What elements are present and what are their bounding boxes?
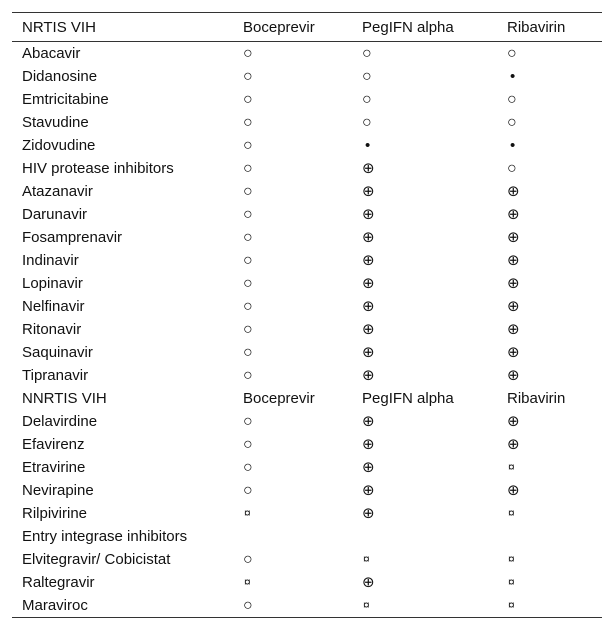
drug-name-cell: Rilpivirine [22,505,88,522]
table-row [12,341,602,364]
interaction-cell: ¤ [497,594,602,618]
drug-name-cell: Zidovudine [22,137,96,154]
interaction-cell: ○ [243,206,253,223]
interaction-cell: ⊕ [507,413,520,430]
drug-name-cell: Entry integrase inhibitors [22,528,188,545]
interaction-cell: ○ [507,160,517,177]
drug-name-cell: Tipranavir [22,367,89,384]
interaction-cell: ○ [507,114,517,131]
interaction-cell: ⊕ [362,413,375,430]
table-row [12,364,602,387]
interaction-cell: ○ [362,91,372,108]
table-row [12,111,602,134]
interaction-cell: ⊕ [507,252,520,269]
interaction-cell: ⊕ [362,275,375,292]
interaction-cell: ○ [243,367,253,384]
interaction-cell: ¤ [508,575,515,589]
table-row [12,157,602,180]
header-pegifn: PegIFN alpha [352,13,497,42]
drug-name-cell: Elvitegravir/ Cobicistat [22,551,171,568]
drug-name-cell: Emtricitabine [22,91,109,108]
drug-name-cell: Indinavir [22,252,79,269]
drug-name-cell: Stavudine [22,114,89,131]
table-row [12,318,602,341]
interaction-cell: ○ [243,137,253,154]
interaction-cell: ○ [362,68,372,85]
interaction-cell: ○ [243,68,253,85]
interaction-cell: ○ [243,298,253,315]
drug-name-cell: Delavirdine [22,413,98,430]
interaction-cell: ○ [243,321,253,338]
interaction-cell: ○ [362,45,372,62]
interaction-cell: ⊕ [362,574,375,591]
interaction-cell: ⊕ [362,183,375,200]
table-row [12,433,602,456]
table-row [12,134,602,157]
drug-name-cell: Efavirenz [22,436,85,453]
interaction-cell: ○ [243,45,253,62]
interaction-cell: • [365,137,371,154]
table-row [12,88,602,111]
drug-name-cell: HIV protease inhibitors [22,160,174,177]
interaction-cell: ¤ [244,506,251,520]
interaction-cell: ⊕ [507,206,520,223]
interaction-cell: ⊕ [507,298,520,315]
interaction-cell: ⊕ [507,183,520,200]
interaction-cell: ⊕ [362,367,375,384]
interaction-cell: Boceprevir [243,390,315,407]
table-row [12,180,602,203]
interaction-cell: ⊕ [507,229,520,246]
header-ribavirin: Ribavirin [497,13,602,42]
interaction-cell: ○ [243,551,253,568]
interaction-table-container [12,12,602,618]
interaction-cell: ○ [507,45,517,62]
interaction-cell: ¤ [244,575,251,589]
interaction-cell: PegIFN alpha [362,390,454,407]
interaction-cell: ○ [362,114,372,131]
interaction-cell: ⊕ [507,367,520,384]
header-boceprevir: Boceprevir [233,13,352,42]
interaction-cell: ○ [243,160,253,177]
drug-name-cell: Etravirine [22,459,86,476]
table-row [12,226,602,249]
table-row [12,42,602,66]
interaction-cell: Ribavirin [507,390,566,407]
table-row [12,571,602,594]
interaction-cell: ¤ [508,552,515,566]
drug-name-cell: Nelfinavir [22,298,85,315]
interaction-cell: • [510,137,516,154]
header-nrtis: NRTIS VIH [12,13,233,42]
table-row [12,203,602,226]
interaction-cell: ⊕ [362,160,375,177]
drug-name-cell: Ritonavir [22,321,82,338]
interaction-cell [233,525,352,548]
interaction-cell: ⊕ [507,321,520,338]
interaction-cell: ○ [243,252,253,269]
table-row [12,479,602,502]
interaction-cell: ○ [243,413,253,430]
interaction-cell: ¤ [508,460,515,474]
interaction-cell: ○ [243,436,253,453]
table-row [12,525,602,548]
drug-name-cell: Raltegravir [22,574,95,591]
table-row [12,295,602,318]
interaction-cell: ¤ [352,594,497,618]
interaction-cell: ○ [243,183,253,200]
interaction-cell: ○ [233,594,352,618]
table-row [12,387,602,410]
drug-name-cell: Didanosine [22,68,98,85]
table-row [12,410,602,433]
interaction-cell [352,525,497,548]
interaction-cell: ⊕ [507,482,520,499]
interaction-cell: ○ [243,459,253,476]
interaction-cell: ○ [243,114,253,131]
interaction-cell: ⊕ [362,321,375,338]
interaction-cell: ○ [507,91,517,108]
interaction-cell: ⊕ [362,229,375,246]
drug-name-cell: Nevirapine [22,482,94,499]
interaction-cell: ○ [243,344,253,361]
interaction-cell: ⊕ [362,206,375,223]
table-row [12,548,602,571]
interaction-cell: ○ [243,91,253,108]
interaction-cell: ⊕ [362,252,375,269]
interaction-cell: ⊕ [362,459,375,476]
drug-name-cell: Atazanavir [22,183,93,200]
drug-name-cell: Maraviroc [12,594,233,618]
drug-name-cell: Darunavir [22,206,88,223]
interaction-cell: ⊕ [507,344,520,361]
interaction-cell: ⊕ [507,436,520,453]
interaction-cell: ¤ [363,552,370,566]
interaction-cell: ○ [243,275,253,292]
drug-name-cell: Fosamprenavir [22,229,123,246]
interaction-cell: ○ [243,482,253,499]
drug-name-cell: Abacavir [22,45,81,62]
drug-interaction-table [12,12,602,618]
drug-name-cell: Saquinavir [22,344,93,361]
table-row [12,502,602,525]
interaction-cell: ⊕ [362,344,375,361]
interaction-cell: ⊕ [507,275,520,292]
table-row [12,456,602,479]
interaction-cell: ⊕ [362,436,375,453]
table-row [12,594,602,618]
table-row [12,65,602,88]
interaction-cell: • [510,68,516,85]
interaction-cell: ⊕ [362,482,375,499]
drug-name-cell: NNRTIS VIH [22,390,107,407]
interaction-cell [497,525,602,548]
drug-name-cell: Lopinavir [22,275,83,292]
table-body [12,42,602,618]
interaction-cell: ¤ [508,506,515,520]
interaction-cell: ⊕ [362,298,375,315]
table-header-row [12,13,602,42]
interaction-cell: ○ [243,229,253,246]
table-row [12,249,602,272]
interaction-cell: ⊕ [362,505,375,522]
table-row [12,272,602,295]
